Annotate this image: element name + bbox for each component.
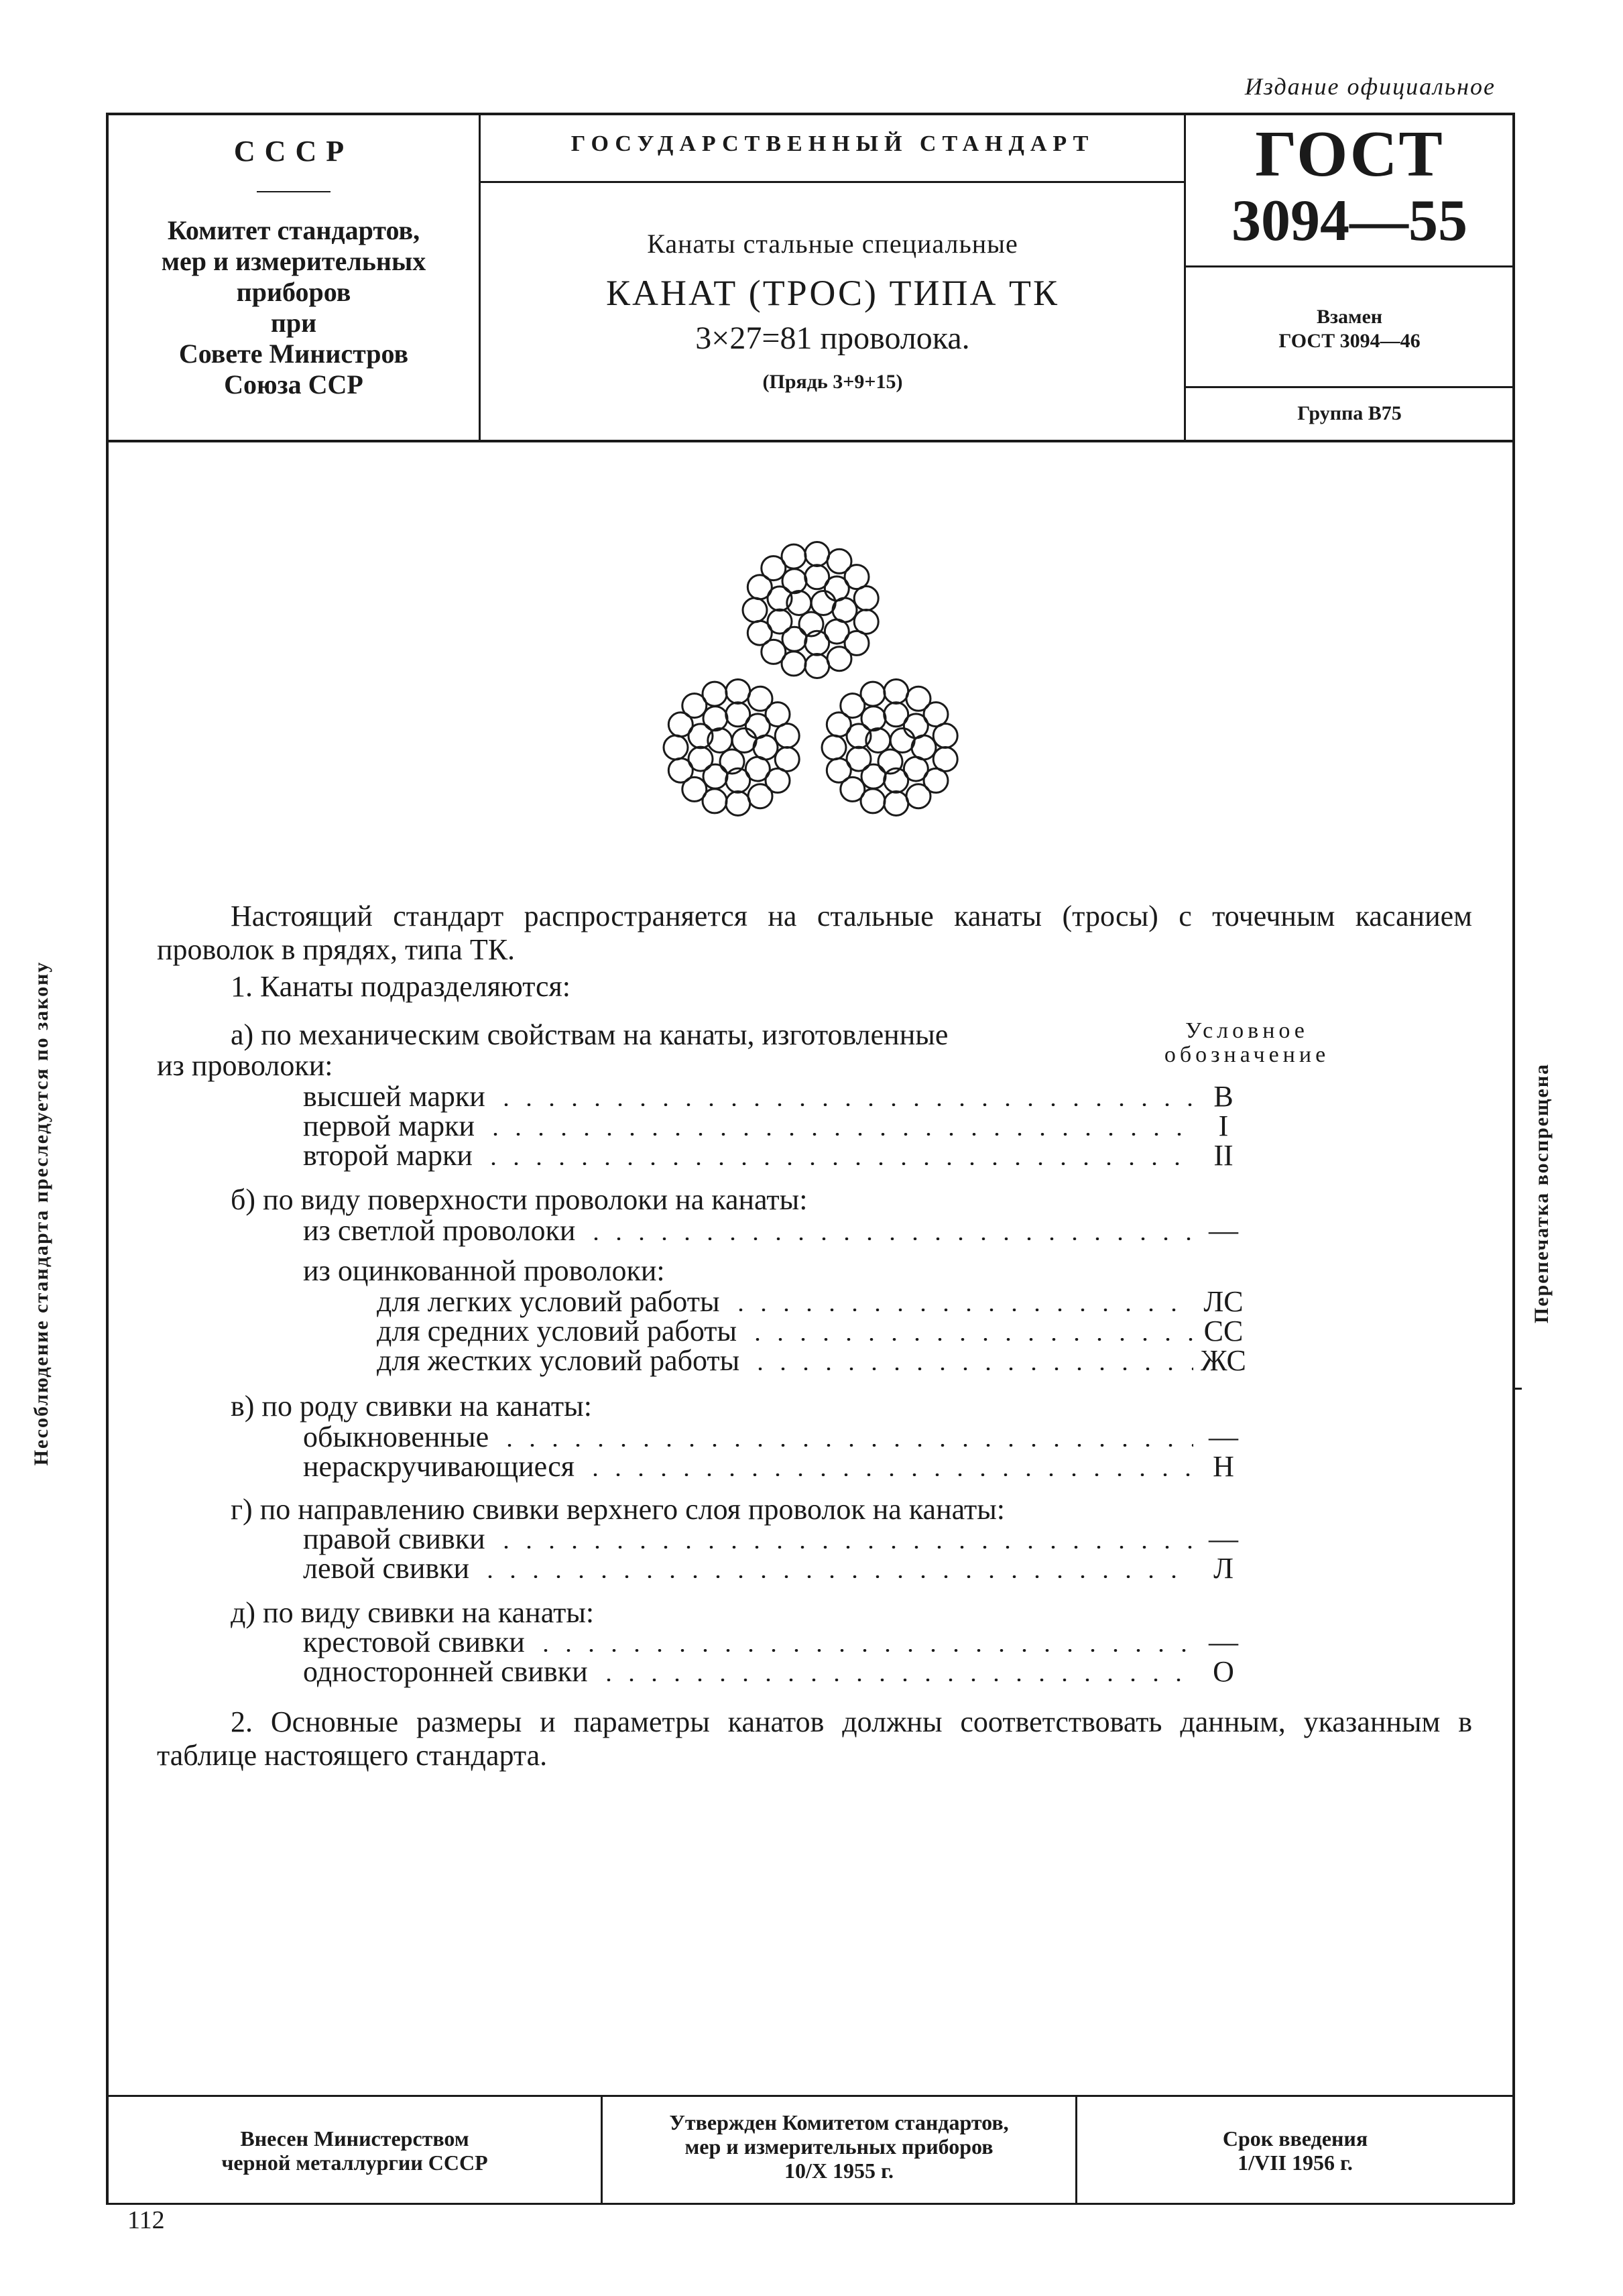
section-a-head-2: из проволоки: xyxy=(157,1049,333,1082)
committee-line: приборов xyxy=(236,277,351,307)
dot-leader xyxy=(495,1103,1193,1106)
wire-circle xyxy=(775,724,799,748)
designation-code: ЛС xyxy=(1203,1285,1244,1318)
wire-circle xyxy=(912,735,936,760)
wire-circle xyxy=(747,621,772,645)
gost-box-line-2 xyxy=(1185,386,1514,388)
section-a-head: а) по механическим свойствам на канаты, изготовленные xyxy=(231,1018,949,1051)
list-item: нераскручивающиеся xyxy=(303,1450,575,1483)
country-label: СССР xyxy=(233,135,354,168)
committee-line: Совете Министров xyxy=(178,339,409,369)
state-standard-underline xyxy=(480,181,1185,183)
wire-circle xyxy=(805,542,829,566)
gost-word: ГОСТ xyxy=(1255,118,1444,190)
designation-head-1: Условное xyxy=(1185,1018,1309,1043)
wire-circle xyxy=(754,735,778,760)
state-standard-label: ГОСУДАРСТВЕННЫЙ СТАНДАРТ xyxy=(570,131,1095,156)
approved-by xyxy=(603,2110,1075,2183)
footer-bottom-line xyxy=(106,2203,1514,2205)
item-2-paragraph: 2. Основные размеры и параметры канатов должны соответствовать данным, указанным в таблице настоящего стандарта. xyxy=(157,1705,1472,1772)
wire-circle xyxy=(833,598,857,622)
header-bottom-line xyxy=(106,440,1514,442)
designation-code: — xyxy=(1209,1626,1238,1658)
committee-line: Союза ССР xyxy=(224,369,363,400)
list-item: для средних условий работы xyxy=(377,1315,737,1347)
page-number: 112 xyxy=(127,2206,165,2234)
designation-head-2: обозначение xyxy=(1164,1042,1330,1067)
section-d-head: г) по направлению свивки верхнего слоя проволок на канаты: xyxy=(231,1493,1006,1526)
list-item: крестовой свивки xyxy=(303,1626,525,1658)
list-item: из оцинкованной проволоки: xyxy=(303,1254,665,1287)
frame-top-line xyxy=(106,113,1514,115)
list-item: второй марки xyxy=(303,1139,473,1172)
submitted-line: черной металлургии СССР xyxy=(221,2151,488,2175)
document-subtitle: Канаты стальные специальные xyxy=(647,229,1018,259)
left-margin-note: Несоблюдение стандарта преследуется по закону xyxy=(30,961,52,1466)
wire-circle xyxy=(743,598,767,622)
committee-line: мер и измерительных xyxy=(161,246,426,276)
designation-code: ЖС xyxy=(1201,1344,1246,1377)
designation-code: — xyxy=(1209,1421,1238,1453)
list-item: первой марки xyxy=(303,1109,475,1142)
dot-leader xyxy=(749,1368,1193,1370)
wire-circle xyxy=(854,587,878,611)
short-rule xyxy=(257,191,330,192)
wire-circle xyxy=(822,735,846,760)
list-item: левой свивки xyxy=(303,1552,470,1585)
submitted-line: Внесен Министерством xyxy=(240,2126,469,2151)
designation-code: I xyxy=(1218,1109,1229,1142)
committee-line: Комитет стандартов, xyxy=(167,215,420,245)
list-item: односторонней свивки xyxy=(303,1655,588,1688)
gost-box-line-1 xyxy=(1185,265,1514,267)
section-c-head: в) по роду свивки на канаты: xyxy=(231,1390,592,1423)
designation-code: — xyxy=(1209,1522,1238,1555)
dot-leader xyxy=(584,1473,1193,1476)
effective-date xyxy=(1077,2126,1513,2175)
replaces-label: Взамен xyxy=(1316,306,1383,328)
dot-leader xyxy=(534,1649,1193,1652)
section-b-head: б) по виду поверхности проволоки на канаты: xyxy=(231,1183,808,1216)
submitted-by xyxy=(109,2126,601,2175)
wire-circle xyxy=(827,647,851,671)
dot-leader xyxy=(498,1444,1193,1447)
dot-leader xyxy=(495,1546,1193,1549)
wire-circle xyxy=(668,758,693,782)
gost-number-block xyxy=(1185,118,1514,255)
committee-name xyxy=(107,215,480,400)
section-e-head: д) по виду свивки на канаты: xyxy=(231,1596,595,1629)
list-item: для жестких условий работы xyxy=(377,1344,740,1377)
designation-column-head xyxy=(1133,1019,1361,1067)
designation-code: СС xyxy=(1203,1315,1244,1347)
list-item: из светлой проволоки xyxy=(303,1214,576,1247)
approved-line: Утвержден Комитетом стандартов, xyxy=(669,2110,1009,2134)
wire-circle xyxy=(906,784,930,808)
dot-leader xyxy=(484,1133,1193,1136)
wire-circle xyxy=(782,569,806,593)
dot-leader xyxy=(482,1162,1193,1165)
document-title-line2: 3×27=81 проволока. xyxy=(695,320,970,356)
dot-leader xyxy=(479,1575,1193,1578)
dot-leader xyxy=(729,1309,1193,1311)
wire-circle xyxy=(782,544,806,568)
effective-line: Срок введения xyxy=(1222,2126,1368,2151)
strand-note: (Прядь 3+9+15) xyxy=(762,371,903,393)
right-margin-note: Перепечатка воспрещена xyxy=(1530,1063,1553,1324)
replaces-block xyxy=(1185,305,1514,353)
wire-circle xyxy=(748,784,772,808)
dot-leader xyxy=(597,1679,1193,1681)
approved-line: мер и измерительных приборов xyxy=(684,2134,994,2159)
designation-code: Л xyxy=(1213,1552,1234,1585)
wire-circle xyxy=(884,680,908,704)
group-label: Группа В75 xyxy=(1297,402,1402,424)
right-margin-tick xyxy=(1512,1388,1522,1390)
document-title: КАНАТ (ТРОС) ТИПА ТК xyxy=(605,273,1060,313)
wire-circle xyxy=(664,735,688,760)
wire-circle xyxy=(703,707,727,731)
effective-line: 1/VII 1956 г. xyxy=(1238,2151,1353,2175)
designation-code: Н xyxy=(1213,1450,1234,1483)
list-item: обыкновенные xyxy=(303,1421,489,1453)
approved-line: 10/X 1955 г. xyxy=(784,2159,894,2183)
wire-circle xyxy=(933,724,957,748)
intro-paragraph: Настоящий стандарт распространяется на стальные канаты (тросы) с точечным касанием проволок в прядях, типа ТК. xyxy=(157,900,1472,966)
wire-circle xyxy=(861,707,886,731)
frame-right-line xyxy=(1512,113,1515,2204)
list-item: высшей марки xyxy=(303,1080,485,1113)
wire-circle xyxy=(861,682,885,706)
rope-cross-section-diagram xyxy=(623,496,999,871)
designation-code: — xyxy=(1209,1214,1238,1247)
wire-circle xyxy=(884,792,908,816)
list-item: для легких условий работы xyxy=(377,1285,720,1318)
issuing-body xyxy=(107,134,480,400)
committee-line: при xyxy=(270,308,317,338)
replaces-value: ГОСТ 3094—46 xyxy=(1278,330,1421,352)
wire-circle xyxy=(703,682,727,706)
list-item: правой свивки xyxy=(303,1522,485,1555)
footer-top-line xyxy=(106,2095,1514,2097)
designation-code: II xyxy=(1213,1139,1234,1172)
title-block xyxy=(480,228,1185,394)
edition-note: Издание официальное xyxy=(1244,73,1496,100)
wire-circle xyxy=(726,792,750,816)
designation-code: В xyxy=(1213,1080,1234,1113)
item-1: 1. Канаты подразделяются: xyxy=(231,970,570,1003)
dot-leader xyxy=(585,1237,1193,1240)
frame-left-line xyxy=(106,113,109,2204)
wire-circle xyxy=(726,680,750,704)
designation-code: О xyxy=(1213,1655,1234,1688)
wire-circle xyxy=(805,654,829,678)
dot-leader xyxy=(746,1338,1193,1341)
wire-circle xyxy=(827,758,851,782)
gost-number: 3094—55 xyxy=(1231,188,1467,253)
